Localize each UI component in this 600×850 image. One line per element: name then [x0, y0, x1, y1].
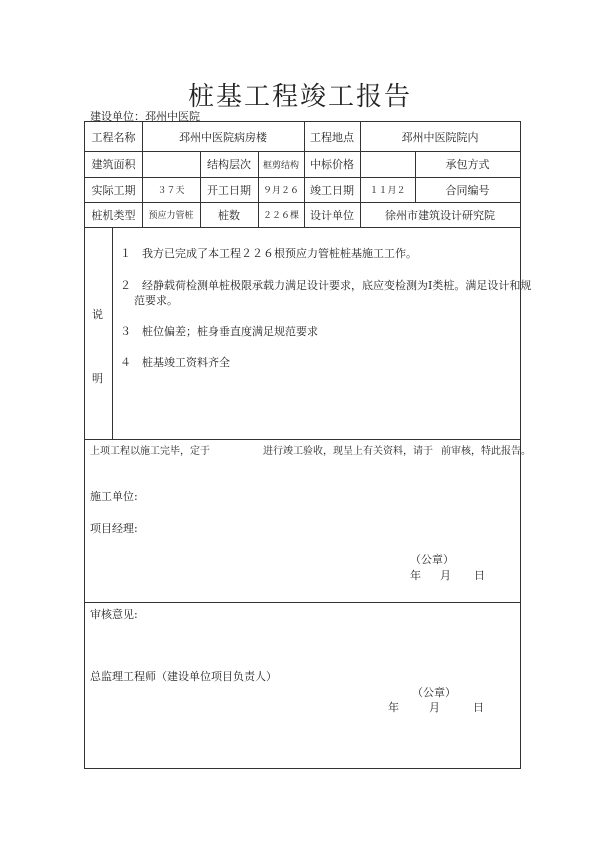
value-design-unit: 徐州市建筑设计研究院	[385, 208, 495, 222]
explanation-item-4: ４ 桩基竣工资料齐全	[120, 356, 230, 369]
value-completion-date: １１月２	[369, 186, 406, 196]
label-bid-price: 中标价格	[310, 158, 354, 171]
value-structure: 框剪结构	[262, 160, 299, 171]
label-design-unit: 设计单位	[310, 208, 354, 222]
builder-unit-label: 建设单位：	[90, 110, 145, 123]
completion-sentence-a: 上项工程以施工完毕，定于	[90, 446, 210, 457]
completion-sentence-b: 进行竣工验收，现呈上有关资料，请于	[263, 446, 433, 457]
label-building-area: 建筑面积	[91, 158, 136, 171]
value-project-name: 邳州中医院病房楼	[179, 130, 267, 144]
value-start-date: ９月２６	[262, 186, 299, 196]
completion-day: 日	[474, 569, 485, 582]
label-project-location: 工程地点	[310, 130, 354, 144]
label-project-name: 工程名称	[91, 130, 136, 144]
value-building-area	[142, 151, 200, 177]
completion-year: 年	[410, 569, 421, 582]
review-day: 日	[473, 701, 484, 714]
label-contract-number: 合同编号	[445, 183, 490, 197]
page-title: 桩基工程竣工报告	[187, 82, 412, 112]
explanation-item-1: １ 我方已完成了本工程２２６根预应力管桩桩基施工工作。	[120, 247, 417, 260]
label-completion-date: 竣工日期	[310, 183, 354, 197]
review-seal: （公章）	[412, 686, 456, 699]
report-table	[84, 121, 532, 769]
completion-sentence-c: 前审核，特此报告。	[441, 446, 531, 457]
construction-unit-label: 施工单位:	[90, 490, 138, 503]
project-manager-label: 项目经理:	[90, 522, 138, 535]
value-bid-price	[360, 151, 415, 177]
completion-month: 月	[440, 569, 451, 582]
construction-seal: （公章）	[410, 553, 454, 566]
review-opinion-label: 审核意见:	[90, 608, 138, 621]
label-actual-duration: 实际工期	[91, 183, 136, 197]
chief-supervisor-label: 总监理工程师（建设单位项目负责人）	[90, 670, 277, 683]
explanation-item-2-cont: 范要求。	[134, 294, 178, 307]
explanation-label-bottom: 明	[92, 372, 103, 385]
review-month: 月	[429, 701, 440, 714]
label-pile-machine-type: 桩机类型	[91, 208, 136, 222]
value-actual-duration: ３７天	[157, 186, 185, 196]
value-pile-machine-type: 预应力管桩	[148, 211, 194, 221]
value-pile-count: ２２６棵	[262, 211, 299, 221]
value-project-location: 邳州中医院院内	[401, 130, 479, 144]
builder-unit-value: 邳州中医院	[145, 110, 200, 123]
explanation-item-3: ３ 桩位偏差；桩身垂直度满足规范要求	[120, 325, 318, 338]
review-year: 年	[388, 701, 399, 714]
label-contract-mode: 承包方式	[445, 158, 490, 171]
explanation-label-top: 说	[92, 308, 103, 321]
explanation-item-2: ２ 经静载荷检测单桩极限承载力满足设计要求，底应变检测为Ⅰ类桩。满足设计和规	[120, 279, 532, 292]
label-structure-levels: 结构层次	[207, 158, 251, 171]
label-start-date: 开工日期	[207, 183, 251, 197]
label-pile-count: 桩数	[218, 208, 240, 222]
